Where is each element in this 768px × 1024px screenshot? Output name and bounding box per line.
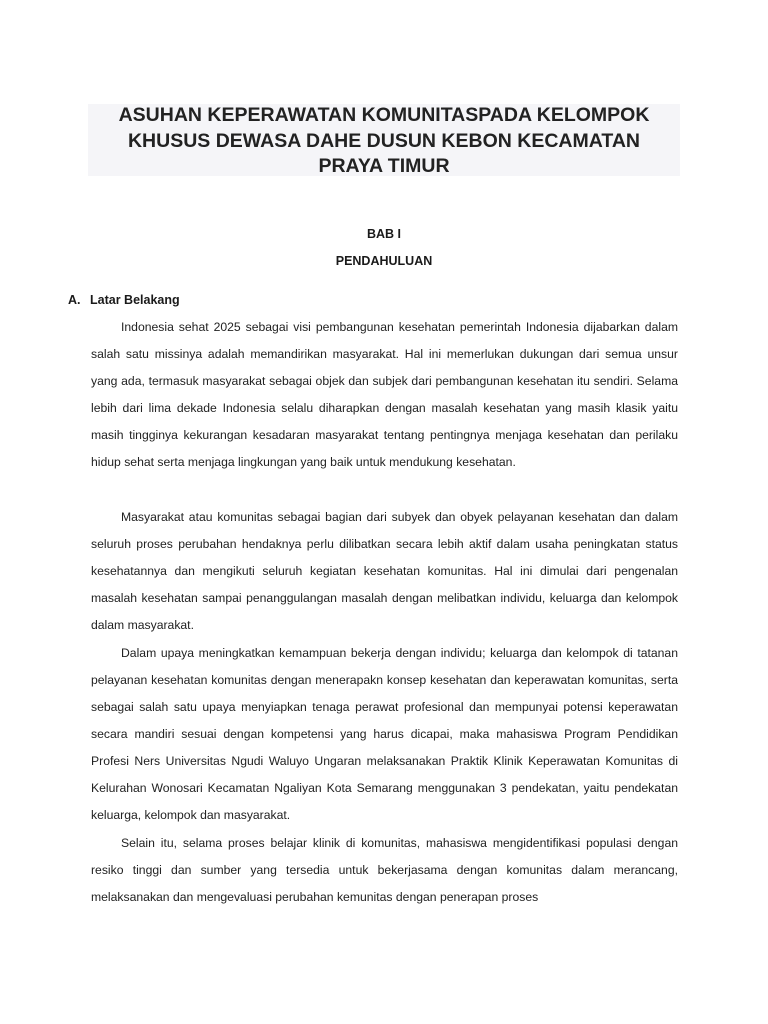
paragraph-2: Masyarakat atau komunitas sebagai bagian dari subyek dan obyek pelayanan kesehatan dan dalam seluruh proses perubahan hendaknya perlu dilibatkan secara lebih aktif dalam usaha peningkatan status kesehatannya dan mengikuti seluruh kegiatan kesehatan komunitas. Hal ini dimulai dari pengenalan masalah kesehatan sampai penanggulangan masalah dengan melibatkan individu, keluarga dan kelompok dalam masyarakat.: [91, 510, 678, 632]
chapter-number: BAB I: [366, 227, 402, 241]
paragraph-4: Selain itu, selama proses belajar klinik di komunitas, mahasiswa mengidentifikasi populasi dengan resiko tinggi dan sumber yang tersedia untuk bekerjasama dengan komunitas dalam merancang, melaksanakan dan mengevaluasi perubahan kemunitas dengan penerapan proses: [91, 836, 678, 904]
chapter-title: PENDAHULUAN: [335, 254, 433, 268]
document-title: [88, 103, 680, 180]
section-title: Latar Belakang: [90, 293, 180, 307]
paragraph-1: Indonesia sehat 2025 sebagai visi pembangunan kesehatan pemerintah Indonesia dijabarkan dalam salah satu missinya adalah memandirikan masyarakat. Hal ini memerlukan dukungan dari semua unsur yang ada, termasuk masyarakat sebagai objek dan subjek dari pembangunan kesehatan itu sendiri. Selama lebih dari lima dekade Indonesia selalu diharapkan dengan masalah kesehatan yang masih klasik yaitu masih tingginya kekurangan kesadaran masyarakat tentang pentingnya menjaga kesehatan dan perilaku hidup sehat serta menjaga lingkungan yang baik untuk mendukung kesehatan.: [91, 320, 678, 469]
title-line-1: ASUHAN KEPERAWATAN KOMUNITASPADA KELOMPOK: [118, 104, 650, 126]
paragraph-3: Dalam upaya meningkatkan kemampuan bekerja dengan individu; keluarga dan kelompok di tatanan pelayanan kesehatan komunitas dengan menerapakn konsep kesehatan dan keperawatan komunitas, serta sebagai salah satu upaya menyiapkan tenaga perawat profesional dan mempunyai potensi keperawatan secara mandiri sesuai dengan kompetensi yang harus dicapai, maka mahasiswa Program Pendidikan Profesi Ners Universitas Ngudi Waluyo Ungaran melaksanakan Praktik Klinik Keperawatan Komunitas di Kelurahan Wonosari Kecamatan Ngaliyan Kota Semarang menggunakan 3 pendekatan, yaitu pendekatan keluarga, kelompok dan masyarakat.: [91, 646, 678, 822]
section-heading: [68, 292, 180, 308]
title-line-3: PRAYA TIMUR: [318, 155, 450, 177]
title-line-2: KHUSUS DEWASA DAHE DUSUN KEBON KECAMATAN: [127, 129, 641, 152]
section-letter: A.: [68, 293, 81, 307]
